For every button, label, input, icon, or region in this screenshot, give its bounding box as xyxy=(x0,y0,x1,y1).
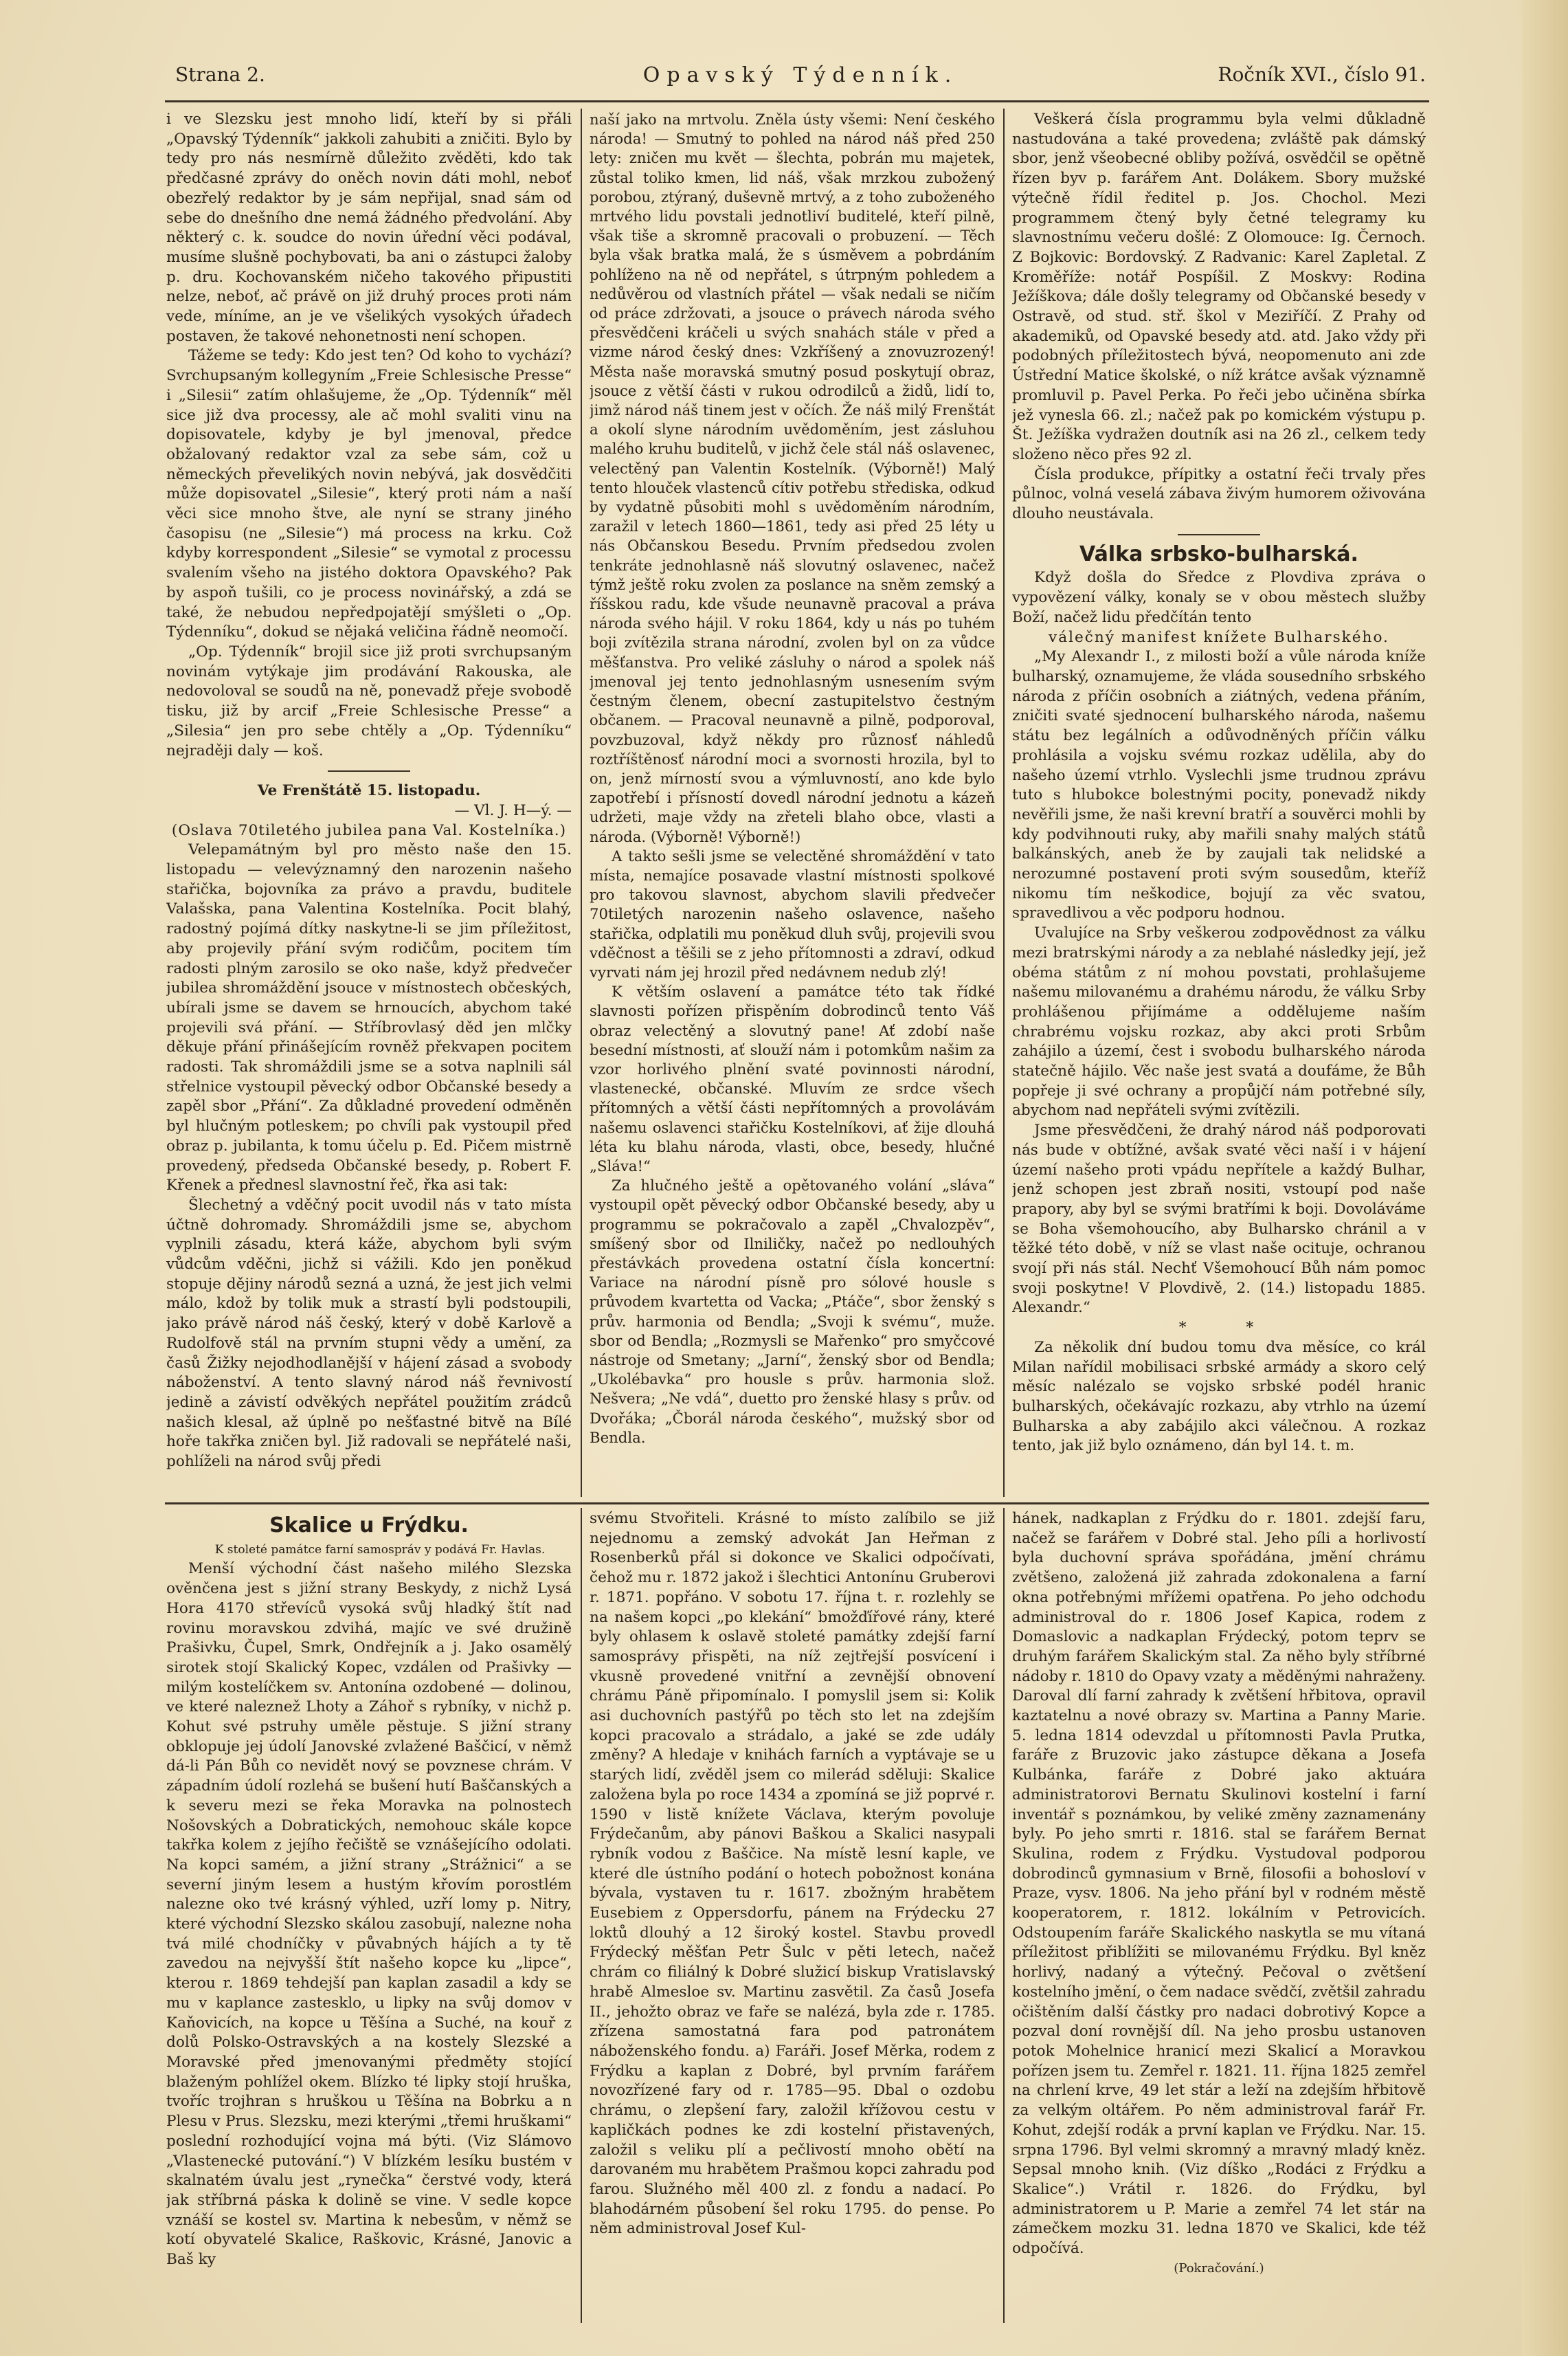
masthead-title: Opavský Týdenník. xyxy=(642,63,959,87)
bottom-column-3 xyxy=(1012,1509,1426,2320)
article-title: Válka srbsko-bulharská. xyxy=(1079,542,1358,566)
continuation-note: (Pokračování.) xyxy=(1174,2260,1264,2276)
paragraph: „Op. Týdenník“ brojil sice již proti svrchupsaným novinám vytýkaje jim prodávání Rakouska, ale nedovoloval se soudů na ně, ponevadž přeje svobodě tisku, již by arcif „Freie Schlesische Presse“ a „Silesia“ jen pro sebe chtěly a „Op. Týdenníku“ nejraději daly — koš. xyxy=(166,643,572,759)
paragraph: Uvalujíce na Srby veškerou zodpovědnost za válku mezi bratrskými národy a za neblahé následky její, jež obéma státům z ní mohou povstati, prohlašujeme našemu milovanému a drahému národu, že válku Srby prohlášenou přijímáme a oddělujeme naším chrabrému vojsku rozkaz, aby akci proti Srbům zahájilo a území, čest i svobodu bulharského národa statečně hájilo. Věc naše jest svatá a doufáme, že Bůh popřeje ji své ochrany a propůjčí nám potřebné síly, abychom nad nepřáteli svými zvítězili. xyxy=(1012,924,1426,1120)
paragraph: Velepamátným byl pro město naše den 15. listopadu — velevýznamný den narozenin našeho stařička, bojovníka za právo a pravdu, buditele Valašska, pana Valentina Kostelníka. Pocit blahý, radostný pojímá dítky naskytne-li se jim příležitost, aby projevily přání svým rodičům, pocitem tím radosti plným zarosilo se oko naše, když předvečer jubilea shromáždění jsouce v místnostech občeských, ubírali jsme se davem se hrnoucích, abychom také projevili svá přání. — Stříbrovlasý děd jen mlčky děkuje přání přinášejícím rovněž překvapen pocitem radosti. Tak shromáždili jsme se a sotva naplnili sál střelnice vystoupil pěvecký odbor Občanské besedy a zapěl sbor „Přání“. Za důkladné provedení odměněn byl hlučným potleskem; po chvíli pak vystoupil před obraz p. jubilanta, k tomu účelu p. Ed. Pičem mistrně provedený, předseda Občanské besedy, p. Robert F. Křenek a přednesl slavnostní řeč, řka asi tak: xyxy=(166,841,572,1194)
section-rule xyxy=(165,1502,1429,1504)
paragraph: K větším oslavení a památce této tak řídké slavnosti pořízen přispěním dobrodinců tento Váš obraz velectěný a slovutný pane! Ať zdobí naše besední místnosti, ať slouží nám i potomkům našim za vzor horlivého plnění svaté povinnosti národní, vlastenecké, občanské. Mluvím ze srdce všech přítomných a větší části nepřítomných a provolávám našemu oslavenci stařičku Kostelníkovi, ať žije dlouhá léta ku blahu národa, vlasti, obce, besedy, hlučné „Sláva!“ xyxy=(590,983,995,1175)
paragraph: Šlechetný a vděčný pocit uvodil nás v tato místa účtně dohromady. Shromáždili jsme se, abychom vyplnili zásadu, která káže, abychom byli svým vůdcům vděčni, jichž si vážili. Kdo jen poněkud stopuje dějiny národů sezná a uzná, že jest jich velmi málo, kdož by tolik muk a strastí byli podstoupili, jako právě národ náš český, který v době Karlově a Rudolfově stál na prvním stupni vědy a umění, za časů Žižky nejodhodlanější v hájení zásad a svobody náboženství. A tento slavný národ náš řevnivostí jedině a závistí odvěkých nepřátel použitím zrádců našich klesal, až úplně po nešťastné bitvě na Bílé hoře takřka zničen byl. Již radovali se nepřátelé naši, pohlíželi na národ svůj předi xyxy=(166,1196,572,1471)
subheading: (Oslava 70tiletého jubilea pana Val. Kostelníka.) xyxy=(171,821,567,839)
column-1 xyxy=(166,110,572,1497)
column-rule xyxy=(581,1508,582,2323)
manifest-heading: válečný manifest knížete Bulharského. xyxy=(1049,628,1389,646)
column-rule xyxy=(581,109,582,1497)
bottom-column-2 xyxy=(590,1509,995,2320)
paragraph: Čísla produkce, přípitky a ostatní řeči trvaly přes půlnoc, volná veselá zábava živým humorem oživována dlouho neustávala. xyxy=(1012,465,1426,523)
column-2 xyxy=(590,110,995,1497)
column-rule xyxy=(1003,1508,1005,2323)
header-rule xyxy=(165,100,1429,102)
page-header xyxy=(175,63,1426,91)
bottom-column-1 xyxy=(166,1509,572,2320)
paragraph: Jsme přesvědčeni, že drahý národ náš podporovati nás bude v obtížné, avšak svaté věci naší i v hájení území našeho proti vpádu nepřítele a každý Bulhar, jenž schopen jest zbraň nositi, vstoupí pod naše prapory, aby byl se svými bratřími k boji. Dovoláváme se Boha všemohoucího, aby Bulharsko chránil a v těžké této době, v níž se vlast naše ocituje, ochranou svojí při nás stál. Nechť Všemohoucí Bůh nám pomoc svoji poskytne! V Plovdivě, 2. (14.) listopadu 1885. Alexandr.“ xyxy=(1012,1122,1426,1317)
paragraph: Menší východní část našeho milého Slezska ověnčena jest s jižní strany Beskydy, z nichž Lysá Hora 4170 střevíců vysoká svůj hladký štít nad rovinu moravskou zdvihá, majíc ve své družině Prašivku, Čupel, Smrk, Ondřejník a j. Jako osamělý sirotek stojí Skalický Kopec, vzdálen od Prašivky — milým kostelíčkem sv. Antonína ozdobené — dolinou, ve které naleznež Lhoty a Záhoř s rybníky, v nichž p. Kohut své pstruhy uměle pěstuje. S jižní strany obklopuje jej údolí Janovské zvlažené Baščicí, v němž dá-li Pán Bůh co nevidět nový se povznese chrám. V západním údolí rozlehá se bušení hutí Baščanských a k severu mezi se řeka Moravka na polnostech Nošovských a Dobratických, nemohouc skále kopce takřka kolem z jejího řečiště se vznášejícího odolati. Na kopci samém, a jižní strany „Strážnici“ a se severní jiným lesem a hustým křovím porostlém nalezne oko tvé krásný výhled, uzří lomy p. Nitry, které východní Slezsko skálou zasobují, nalezne noha tvá milé chodníčky v půvabných hájích a ty tě zavedou na nejvyšší štít našeho kopce ku „lipce“, kterou r. 1869 tehdejší pan kaplan zasadil a kdy se mu v kaplance zastesklo, u lipky na svůj domov v Kaňovicích, na kopce u Těšína a Suché, na kouř z dolů Polsko-Ostravských a na kostely Slezské a Moravské před jmenovanými předměty stojící blaženým pohlížel okem. Blízko té lipky stojí hruška, tvoříc trojhran s hruškou u Těšína na Bobrku a n Plesu v Prus. Slezsku, mezi kterými „třemi hruškami“ poslední rozhodující vojna má býti. (Viz Slámovo „Vlastenecké putování.“) V blízkém lesíku bustém v skalnatém úvalu jest „rynečka“ čerstvé vody, která jak stříbrná páska k dolině se vine. V sedle kopce vznáší se kostel sv. Martina k nebesům, v němž se kotí obyvatelé Skalice, Raškovic, Krásné, Janovic a Baš ky xyxy=(166,1560,572,2269)
paragraph: Když došla do Sředce z Plovdiva zpráva o vypovězení války, konaly se v obou městech služby Boží, načež lidu předčítán tento xyxy=(1012,569,1426,626)
issue-number: Ročník XVI., číslo 91. xyxy=(1218,63,1426,86)
paragraph: i ve Slezsku jest mnoho lidí, kteří by si přáli „Opavský Týdenník“ jakkoli zahubiti a zničiti. Bylo by tedy pro nás nesmírně důležito zvěděti, kdo tak předčasné zprávy do oněch novin dáti mohl, neboť obezřelý redaktor by je sám nepřijal, snad sám od sebe do dnešního dne nemá žádného předvolání. Aby některý c. k. soudce do novin úřední věci podával, musíme slušně pochybovati, ba ani o zástupci žaloby p. dru. Kochovanském ničeho takového připustiti nelze, neboť, ač právě on již druhý proces proti nám vede, míníme, an je ve všelikých vysokých úřadech postaven, že takové nehonetnosti není schopen. xyxy=(166,111,572,345)
section-stars: * * xyxy=(1178,1319,1281,1337)
paragraph: Za několik dní budou tomu dva měsíce, co král Milan nařídil mobilisaci srbské armády a skoro celý měsíc nalézalo se vojsko srbské podél hranic bulharských, očekávajíc rozkazu, aby vtrhlo na území Bulharska a aby zabájilo akci válečnou. A rozkaz tento, jak již bylo oznámeno, dán byl 14. t. m. xyxy=(1012,1338,1426,1455)
paragraph: Tážeme se tedy: Kdo jest ten? Od koho to vychází? Svrchupsaným kollegyním „Freie Schlesische Presse“ i „Silesii“ zatím ohlašujeme, že „Op. Týdenník“ měl sice již dva processy, ale ač mohl svaliti vinu na dopisovatele, kdyby je byl jmenoval, předce obžalovaný redaktor vzal za sebe sám, což u německých převelikých novin nebývá, jak dosvědčiti může dopisovatel „Silesie“, který proti nám a naší věci sice mnoho štve, ale nyní se strany jiného časopisu (ne „Silesie“) má process na krku. Což kdyby korrespondent „Silesie“ se vymotal z processu svalením všeho na jistého doktora Opavského? Pak by aspoň tušili, co je process novinářský, a zdá se také, že nebudou nepředpojatějí smýšleti o „Op. Týdenníku“, dokud se nějaká veličina řádně neomočí. xyxy=(166,347,572,641)
column-rule xyxy=(1003,109,1005,1497)
paragraph: A takto sešli jsme se velectěné shromáždění v tato místa, nemajíce posavade vlastní místnosti spolkové pro takovou slavnost, abychom slavili předvečer 70tiletých narozenin našeho oslavence, našeho stařička, odplatili mu poněkud dluh svůj, projevili svou vděčnost a těšili se z jeho přítomnosti a zdraví, odkud vyrvati nám jej hrozil před nedávnem nedub zlý! xyxy=(590,847,995,981)
paragraph: Za hlučného ještě a opětovaného volání „sláva“ vystoupil opět pěvecký odbor Občanské besedy, aby u programmu se pokračovalo a zapěl „Chvalozpěv“, smíšený sbor od Ilniličky, načež po nedlouhých přestávkách provedena ostatní čísla koncertní: Variace na národní písně pro sólové housle s průvodem kvartetta od Vacka; „Ptáče“, sbor ženský s prův. harmonia od Bendla; „Svoji k svému“, muže. sbor od Bendla; „Rozmysli se Mařenko“ pro smyčcové nástroje od Smetany; „Jarní“, ženský sbor od Bendla; „Ukolébavka“ pro housle s prův. harmonia slož. Nešvera; „Ne vdá“, duetto pro ženské hlasy s prův. od Dvořáka; „Čborál národa českého“, mužský sbor od Bendla. xyxy=(590,1177,995,1446)
dateline: Ve Frenštátě 15. listopadu. xyxy=(257,782,481,800)
page-number: Strana 2. xyxy=(175,63,265,86)
paragraph: svému Stvořiteli. Krásné to místo zalíbilo se již nejednomu a zemský advokát Jan Heřman z Rosenberků přál si dokonce ve Skalici odpočívati, čehož mu r. 1872 jakož i šlechtici Antonínu Gruberovi r. 1871. popřáno. V sobotu 17. října t. r. rozlehly se na našem kopci „po klekání“ bmožďířové rány, které byly ohlasem k oslavě stoleté památky zdejší farní samosprávy přispěti, na níž zejtřejší posvícení i vkusně provedené vnitřní a zevnější obnovení chrámu Páně připomínalo. I pomyslil jsem si: Kolik asi duchovních pastýřů po těch sto let na zdejším kopci pracovalo a strádalo, a jaké se zde udály změny? A hledaje v knihách farních a vyptávaje se u starých lidí, zvěděl jsem co milerád sděluji: Skalice založena byla po roce 1434 a zpomíná se již poprvé r. 1590 v listě knížete Václava, kterým povoluje Frýdečanům, aby pánovi Baškou a Skalici nasypali rybník vodou z Baščice. Na místě lesní kaple, ve které dle ústního podání o hotech pobožnost konána bývala, vystaven tu r. 1617. zbožným hrabětem Eusebiem z Oppersdorfu, pánem na Frýdecku 27 loktů dlouhý a 12 široký kostel. Stavbu provedl Frýdecký měšťan Petr Šulc v pěti letech, načež chrám co filiálný k Dobré služicí biskup Vratislavský hrabě Almesloe sv. Martinu zasvětil. Za časů Josefa II., jehožto obraz ve faře se nalézá, byla zde r. 1785. zřízena samostatná fara pod patronátem náboženského fondu. a) Faráři. Josef Měrka, rodem z Frýdku a kaplan z Dobré, byl prvním farářem novozřízené fary od r. 1785—95. Dbal o ozdobu chrámu, o zlepšení fary, založil křížovou cestu v kapličkách podnes ke zdi kostelní přistavených, založil s veliku plí a pečlivostí mnoho obětí na darovaném mu hrabětem Prašmou kopci zahradu pod farou. Služného měl 400 zl. z fondu a nadací. Po blahodárném působení šel roku 1795. do pense. Po něm administroval Josef Kul- xyxy=(590,1510,995,2238)
paragraph: hánek, nadkaplan z Frýdku do r. 1801. zdejší faru, načež se farářem v Dobré stal. Jeho píli a horlivostí byla duchovní správa spořádána, jmění chrámu zvětšeno, založená již zahrada zdokonalena a farní okna potřebnými mřížemi opatřena. Po jeho odchodu administroval do r. 1806 Josef Kapica, rodem z Domaslovic a nadkaplan Frýdecký, potom teprv se druhým farářem Skalickým stal. Za něho byly stříbrné nádoby r. 1810 do Opavy vzaty a měděnými nahraženy. Daroval dlí farní zahrady k zvětšení hřbitova, opravil kaztatelnu a nové obrazy sv. Martina a Panny Marie. 5. ledna 1814 odevzdal u přítomnosti Pavla Prutka, faráře z Bruzovic jako zástupce děkana a Josefa Kulbánka, faráře z Dobré jako aktuára administratorovi Bernatu Skulinovi kostelní i farní inventář s poznámkou, by veliké změny zaznamenány byly. Po jeho smrti r. 1816. stal se farářem Bernat Skulina, rodem z Frýdku. Vystudoval podporou dobrodinců gymnasium v Brně, filosofii a bohosloví v Praze, vysv. 1806. Na jeho přání byl v rodném městě kooperatorem, r. 1812. lokálním v Petrovicích. Odstoupením faráře Skalického naskytla se mu vítaná příležitost přiblížiti se milovanému Frýdku. Byl kněz horlivý, nadaný a výtečný. Pečoval o zvětšení kostelního jmění, o čem nadace svědčí, zvětšil zahradu očištěním další částky pro nadaci dobrotivý Kopce a pozval doní rovnější díl. Na jeho prosbu ustanoven potok Mohelnice hranicí mezi Skalicí a Moravkou pořízen jsem tu. Zemřel r. 1821. 11. října 1825 zemřel na chrlení krve, 49 let stár a leží na zdejším hřbitově za velkým oltářem. Po něm administroval farář Fr. Kohut, zdejší rodák a první kaplan ve Frýdku. Nar. 15. srpna 1796. Byl velmi skromný a mravný mladý kněz. Sepsal mnoho knih. (Viz díško „Rodáci z Frýdku a Skalice“.) Vrátil r. 1826. do Frýdku, byl administratorem u P. Marie a zemřel 74 let stár na zámečkem mozku 31. ledna 1870 ve Skalici, kde též odpočívá. xyxy=(1012,1510,1426,2258)
byline: — Vl. J. H—ý. — xyxy=(454,801,572,819)
article-subtitle: K stoleté památce farní samospráv y podává Fr. Havlas. xyxy=(214,1542,546,1557)
page-edge xyxy=(1522,0,1568,2356)
section-divider xyxy=(328,770,410,772)
paragraph: Veškerá čísla programmu byla velmi důkladně nastudována a také provedena; zvláště pak dámský sbor, jenž všeobecné obliby požívá, osvědčil se opětně řízen byv p. farářem Ant. Dolákem. Sbory mužské výtečně řídil ředitel p. Jos. Chochol. Mezi programmem čtený byly četné telegramy ku slavnostnímu večeru došlé: Z Olomouce: Ig. Černoch. Z Bojkovic: Bordovský. Z Radvanic: Karel Zapletal. Z Kroměříže: notář Pospíšil. Z Moskvy: Rodina Ježíškova; dále došly telegramy od Občanské besedy v Ostravě, od stud. stř. škol v Meziříčí. Z Prahy od akademiků, od Opavské besedy atd. atd. Jako vždy při podobných příležitostech bývá, neopomenuto ani zde Ústřední Matice školské, o níž krátce avšak významně promluvil p. Pavel Perka. Po řeči jebo učiněna sbírka jež vynesla 66. zl.; načež pak po komickém výstupu p. Št. Ježíška vydražen doutník asi na 26 zl., celkem tedy složeno něco přes 92 zl. xyxy=(1012,111,1426,463)
paragraph: „My Alexandr I., z milosti boží a vůle národa kníže bulharský, oznamujeme, že vláda sousedního srbského národa z příčin osobních a ziátných, vedena přáním, zničiti svaté sjednocení bulharského národa, našemu státu bez legálních a odůvodněných příčin válku prohlásila a vojsku svému rozkaz udělila, aby do našeho území vtrhlo. Vyslechli jsme trudnou zprávu tuto s hlubokce bolestnými pocity, ponevadž nikdy nevěřili jsme, že naši krevní bratří a souvěrci mohli by kdy podvihnouti ruky, aby mařili snahy malých států balkánských, aneb že by zaujali tak nelidské a nerozumné postavení proti svým sousedům, kteříž nikomu tím neškodice, bojují za věc svatou, spravedlivou a věc podporu hodnou. xyxy=(1012,648,1426,922)
paragraph: naší jako na mrtvolu. Zněla ústy všemi: Není českého národa! — Smutný to pohled na národ náš před 250 lety: zničen mu květ — šlechta, pobrán mu majetek, zůstal toliko kmen, lid náš, však mrzkou zubožený porobou, ztýraný, duševně mrtvý, a z toho zuboženého mrtvého lidu povstali jednotliví buditelé, kteří pilně, však tiše a skromně pracovali o probuzení. — Těch byla však bratka malá, že s úsměvem a pobrdáním pohlíženo na ně od nepřátel, s útrpným pohledem a nedůvěrou od vlastních přátel — však nedali se ničím od práce zdržovati, a jsouce o právech národa svého přesvědčeni kráčeli u svých snahách stále v před a vizme národ český dnes: Vzkříšený a znovuzrozený! Města naše moravská smutný posud poskytují obraz, jsouce z větší části v rukou odrodilců a židů, lidí to, jimž národ náš tinem jest v očích. Že náš milý Frenštát a okolí slyne národním uvědoměním, jest zásluhou malého kruhu buditelů, v jichž čele stál náš oslavenec, velectěný pan Valentin Kostelník. (Výborně!) Malý tento hlouček vlastenců cítiv potřebu střediska, odkud by vydatně působiti mohl s uvědoměním národním, zaražil v letech 1860—1861, tedy asi před 25 léty u nás Občanskou Besedu. Prvním předsedou zvolen tenkráte jednohlasně náš slovutný oslavenec, načež týmž ještě roku zvolen za poslance na sněm zemský a říšskou radu, kde všude neunavně pracoval a práva národa svého hájil. V roku 1864, kdy u nás po tuhém boji zvítězila strana národní, zvolen byl on za vůdce měšťanstva. Pro veliké zásluhy o národ a spolek náš jmenoval jej tento jednohlasným usnesením svým čestným členem, obecní zastupitelstvo čestným občanem. — Pracoval neunavně a pilně, podporoval, povzbuzoval, když někdy pro různosť náhledů roztříštěnosť národní moci a svornosti hrozila, byl to on, jenž mírností svou a výmluvností, ano kde bylo zapotřebí i přísností dovedl národní jednotu a kázeň udržeti, maje vždy na zřeteli blaho obce, vlasti a národa. (Výborně! Výborně!) xyxy=(590,111,995,845)
article-title: Skalice u Frýdku. xyxy=(269,1513,469,1537)
section-divider xyxy=(1178,534,1260,535)
column-3 xyxy=(1012,110,1426,1497)
